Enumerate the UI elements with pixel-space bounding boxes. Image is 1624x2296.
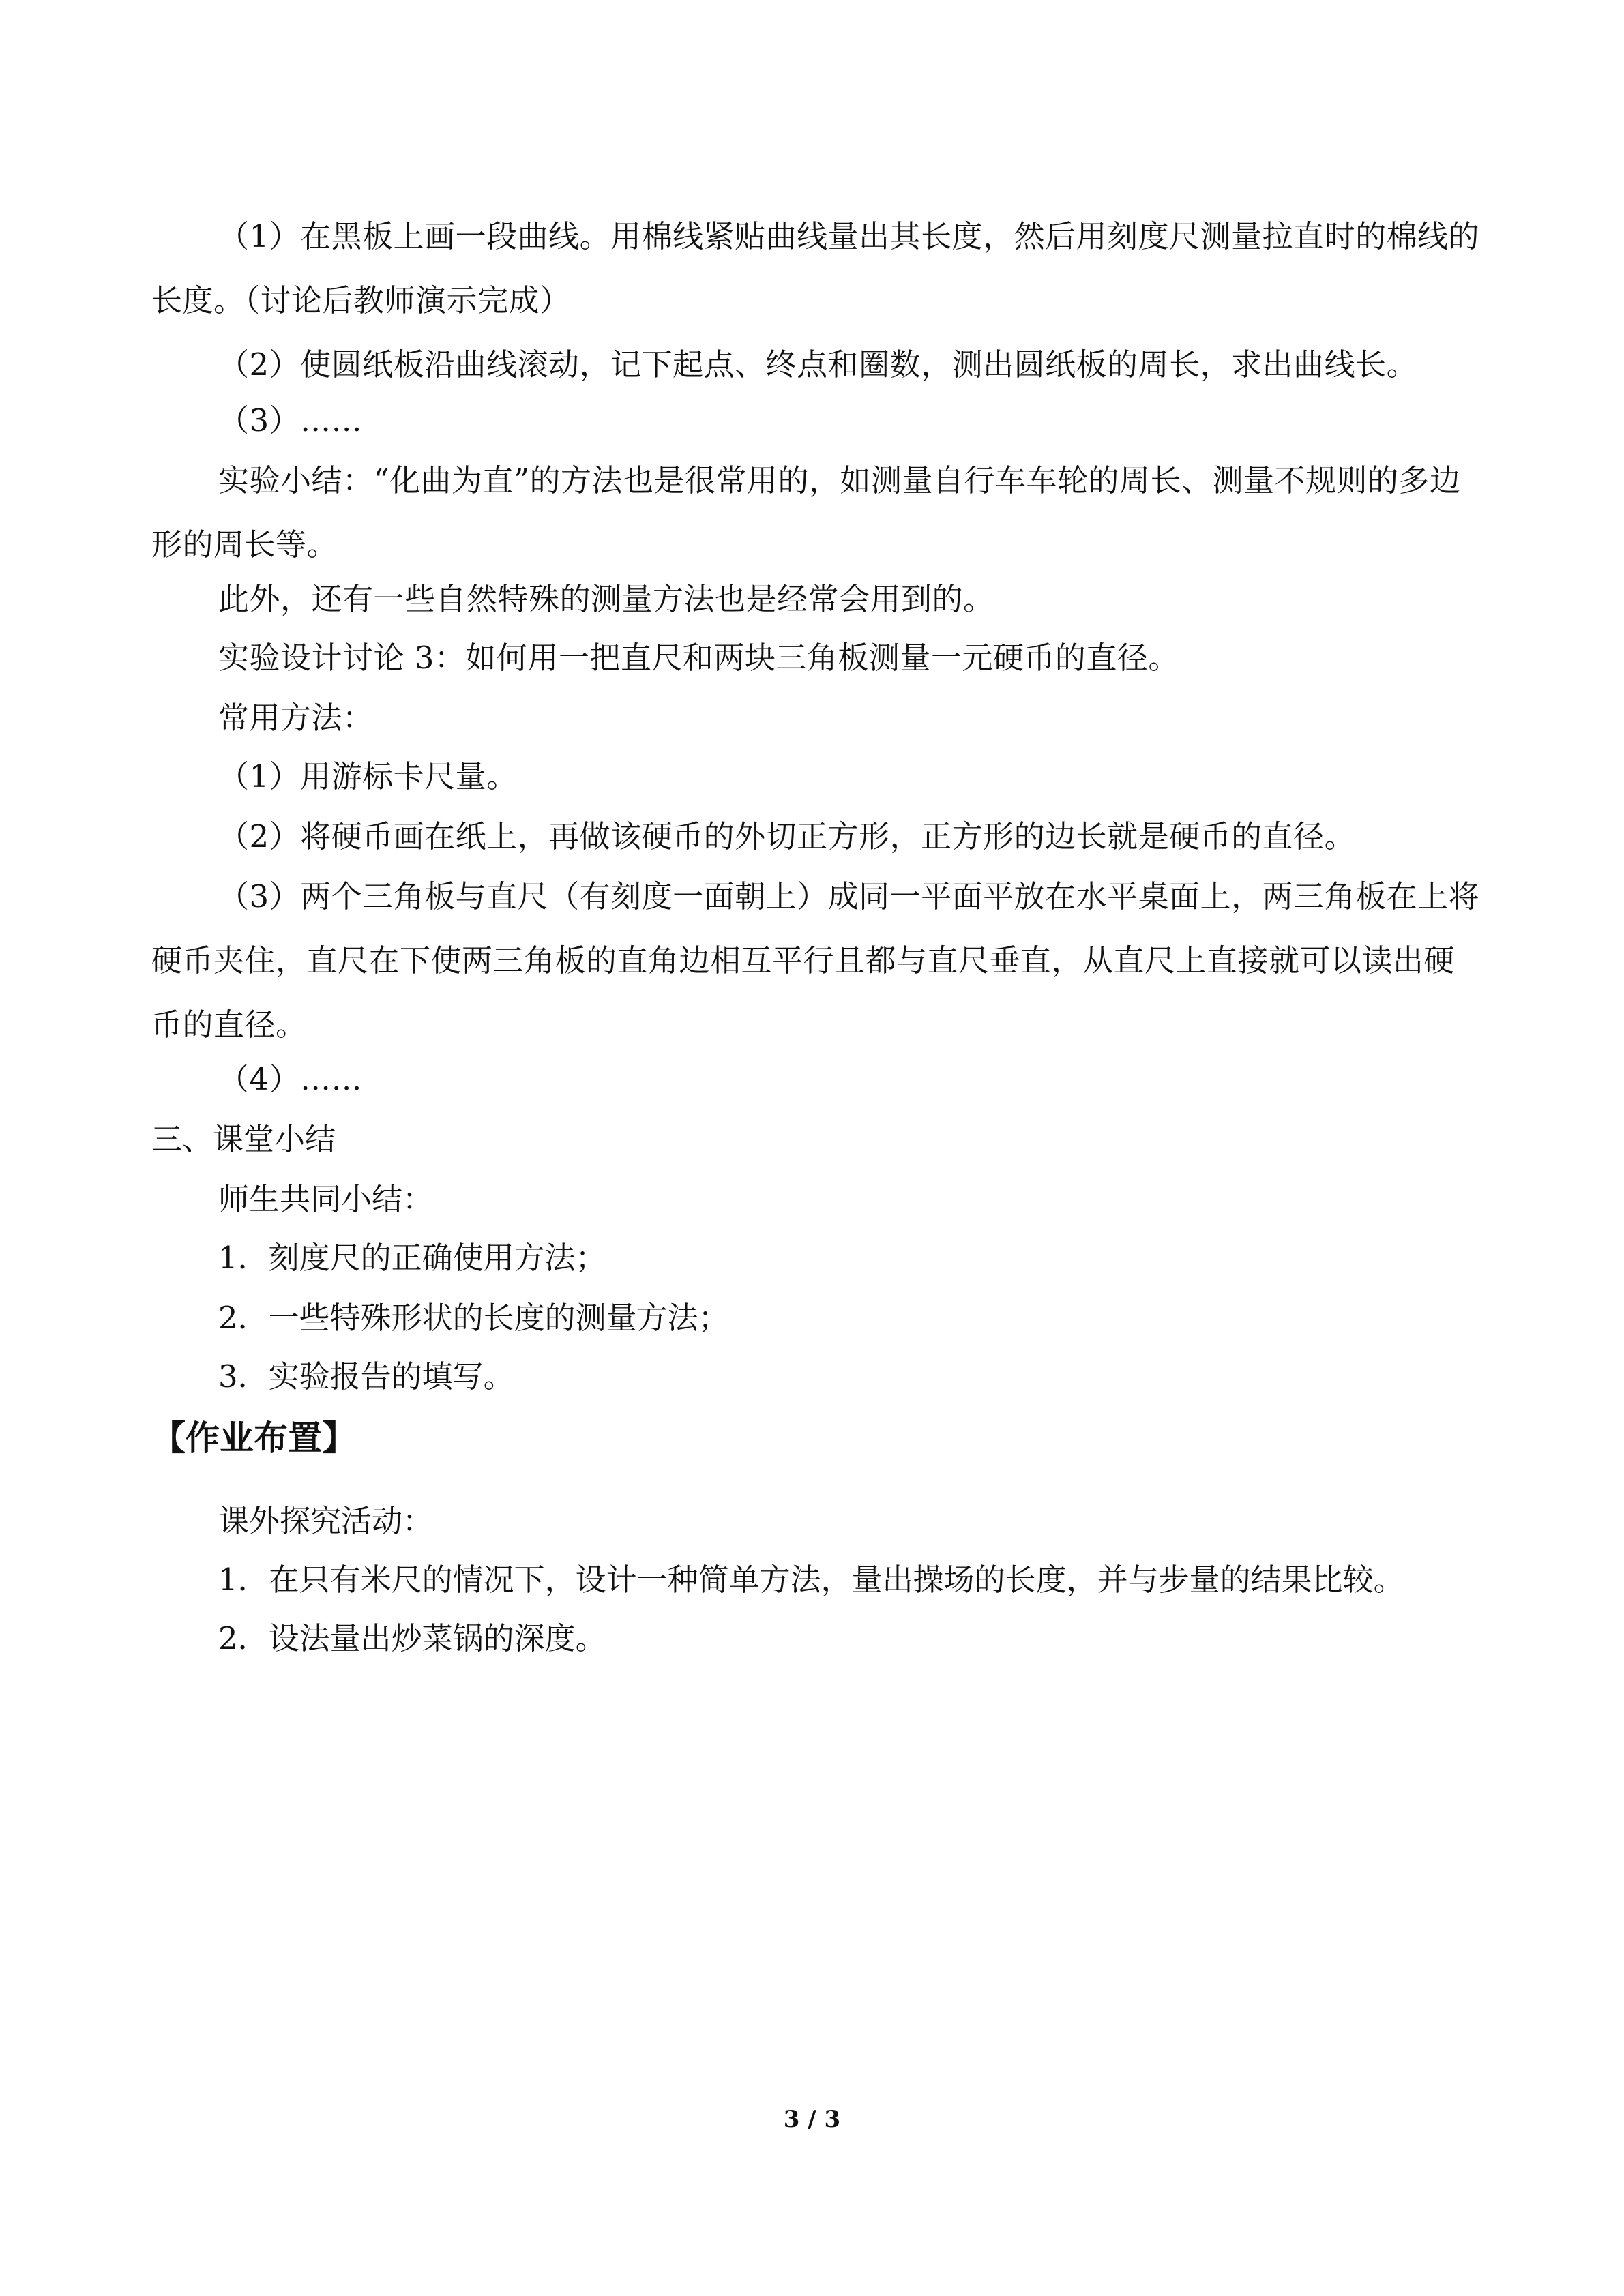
paragraph-method-2: （2）将硬币画在纸上，再做该硬币的外切正方形，正方形的边长就是硬币的直径。 [218,818,1356,854]
summary-item: 1．刻度尺的正确使用方法； [218,1240,606,1276]
section-heading-summary: 三、课堂小结 [151,1121,336,1157]
paragraph-method-4: （4）…… [218,1061,363,1097]
homework-item: 2．设法量出炒菜锅的深度。 [218,1620,606,1656]
paragraph-step-2: （2）使圆纸板沿曲线滚动，记下起点、终点和圈数，测出圆纸板的周长，求出曲线长。 [218,346,1418,383]
paragraph-step-1: （1）在黑板上画一段曲线。用棉线紧贴曲线量出其长度，然后用刻度尺测量拉直时的棉线的长度。（讨论后教师演示完成） [151,218,1480,318]
paragraph-common-methods: 常用方法： [218,700,374,736]
homework-intro: 课外探究活动： [218,1503,434,1539]
page-number: 3 / 3 [783,2106,841,2133]
homework-heading: 【作业布置】 [151,1418,356,1458]
paragraph-experiment-summary: 实验小结：“化曲为直”的方法也是很常用的，如测量自行车车轮的周长、测量不规则的多边形的周长等。 [151,462,1461,563]
homework-item: 1．在只有米尺的情况下，设计一种简单方法，量出操场的长度，并与步量的结果比较。 [218,1562,1404,1598]
paragraph-additional-methods: 此外，还有一些自然特殊的测量方法也是经常会用到的。 [218,581,994,617]
paragraph-design-discussion-3: 实验设计讨论 3：如何用一把直尺和两块三角板测量一元硬币的直径。 [218,640,1179,676]
summary-item: 2．一些特殊形状的长度的测量方法； [218,1300,729,1336]
summary-item: 3．实验报告的填写。 [218,1358,514,1395]
paragraph-method-1: （1）用游标卡尺量。 [218,758,518,794]
summary-intro: 师生共同小结： [218,1181,434,1217]
paragraph-step-3: （3）…… [218,402,363,438]
paragraph-method-3: （3）两个三角板与直尺（有刻度一面朝上）成同一平面平放在水平桌面上，两三角板在上将硬币夹住，直尺在下使两三角板的直角边相互平行且都与直尺垂直，从直尺上直接就可以读出硬币的直径。 [151,878,1480,1043]
